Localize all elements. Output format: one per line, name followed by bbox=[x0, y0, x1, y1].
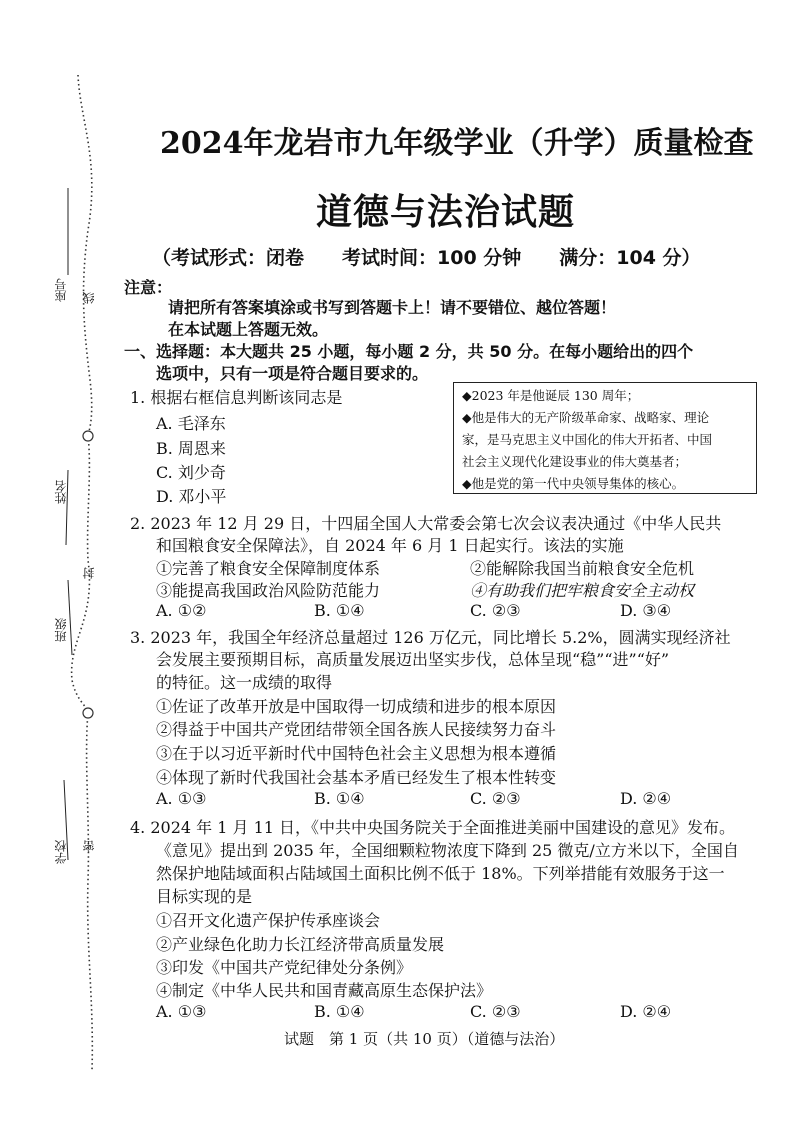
q4-line-2: 《意见》提出到 2035 年，全国细颗粒物浓度下降到 25 微克/立方米以下，全国自 bbox=[156, 841, 739, 860]
q2-line-2: 和国粮食安全保障法》，自 2024 年 6 月 1 日起实行。该法的实施 bbox=[156, 536, 624, 555]
notice-line-1: 请把所有答案填涂或书写到答题卡上！请不要错位、越位答题！ bbox=[168, 298, 617, 317]
notice-label: 注意： bbox=[124, 278, 173, 297]
q1-option-b: B. 周恩来 bbox=[156, 439, 226, 458]
q1-box-line: 社会主义现代化建设事业的伟大奠基者； bbox=[462, 454, 688, 469]
q4-statement-3: ③印发《中国共产党纪律处分条例》 bbox=[156, 958, 413, 977]
q4-option-d: D. ②④ bbox=[620, 1002, 672, 1021]
q4-statement-1: ①召开文化遗产保护传承座谈会 bbox=[156, 911, 381, 930]
q1-box-line: ◆2023 年是他诞辰 130 周年； bbox=[462, 388, 640, 403]
section-1-line-1: 一、选择题：本大题共 25 小题，每小题 2 分，共 50 分。在每小题给出的四个 bbox=[124, 342, 694, 361]
q1-stem: 1. 根据右框信息判断该同志是 bbox=[130, 388, 343, 407]
q4-statement-4: ④制定《中华人民共和国青藏高原生态保护法》 bbox=[156, 981, 493, 1000]
exam-info: （考试形式：闭卷 考试时间：100 分钟 满分：104 分） bbox=[152, 247, 701, 269]
q3-statement-4: ④体现了新时代我国社会基本矛盾已经发生了根本性转变 bbox=[156, 768, 557, 787]
q2-statement-3: ③能提高我国政治风险防范能力 bbox=[156, 581, 381, 600]
q3-line-2: 会发展主要预期目标，高质量发展迈出坚实步伐，总体呈现“稳”“进”“好” bbox=[156, 650, 670, 669]
page-footer: 试题 第 1 页（共 10 页）（道德与法治） bbox=[284, 1030, 565, 1048]
exam-title: 2024年龙岩市九年级学业（升学）质量检查 bbox=[160, 126, 754, 161]
q2-option-d: D. ③④ bbox=[620, 601, 672, 620]
name-label: 姓名 bbox=[54, 480, 68, 504]
q3-line-1: 3. 2023 年，我国全年经济总量超过 126 万亿元，同比增长 5.2%，圆满实现经济社 bbox=[130, 628, 731, 647]
notice-line-2: 在本试题上答题无效。 bbox=[168, 320, 329, 339]
q1-info-box bbox=[453, 382, 757, 494]
q1-box-line: ◆他是党的第一代中央领导集体的核心。 bbox=[462, 476, 685, 491]
q2-statement-2: ②能解除我国当前粮食安全危机 bbox=[470, 559, 695, 578]
q4-line-4: 目标实现的是 bbox=[156, 887, 253, 906]
q2-option-b: B. ①④ bbox=[314, 601, 365, 620]
q2-option-c: C. ②③ bbox=[470, 601, 521, 620]
q3-statement-2: ②得益于中国共产党团结带领全国各族人民接续努力奋斗 bbox=[156, 720, 557, 739]
q4-line-1: 4. 2024 年 1 月 11 日，《中共中央国务院关于全面推进美丽中国建设的意见》发布。 bbox=[130, 818, 736, 837]
seat-label: 座号 bbox=[54, 278, 68, 302]
q4-option-c: C. ②③ bbox=[470, 1002, 521, 1021]
q4-statement-2: ②产业绿色化助力长江经济带高质量发展 bbox=[156, 935, 445, 954]
q4-option-a: A. ①③ bbox=[156, 1002, 207, 1021]
q2-option-a: A. ①② bbox=[156, 601, 207, 620]
section-1-line-2: 选项中，只有一项是符合题目要求的。 bbox=[156, 364, 429, 383]
q2-line-1: 2. 2023 年 12 月 29 日，十四届全国人大常委会第七次会议表决通过《中华人民共 bbox=[130, 514, 722, 533]
q1-option-a: A. 毛泽东 bbox=[156, 414, 226, 433]
q2-statement-4: ④有助我们把牢粮食安全主动权 bbox=[470, 581, 695, 600]
q2-statement-1: ①完善了粮食安全保障制度体系 bbox=[156, 559, 381, 578]
subject-title: 道德与法治试题 bbox=[316, 191, 576, 233]
q4-line-3: 然保护地陆域面积占陆域国土面积比例不低于 18%。下列举措能有效服务于这一 bbox=[156, 864, 725, 883]
line-mark-xian: 线 bbox=[82, 292, 96, 304]
school-label: 学校 bbox=[54, 840, 68, 864]
binding-margin bbox=[0, 0, 110, 1123]
q3-line-3: 的特征。这一成绩的取得 bbox=[156, 673, 333, 692]
q3-option-c: C. ②③ bbox=[470, 789, 521, 808]
q3-statement-1: ①佐证了改革开放是中国取得一切成绩和进步的根本原因 bbox=[156, 697, 557, 716]
q3-option-a: A. ①③ bbox=[156, 789, 207, 808]
q1-box-line: 家，是马克思主义中国化的伟大开拓者、中国 bbox=[462, 432, 713, 447]
q3-option-d: D. ②④ bbox=[620, 789, 672, 808]
q3-statement-3: ③在于以习近平新时代中国特色社会主义思想为根本遵循 bbox=[156, 744, 557, 763]
line-mark-mi: 密 bbox=[82, 840, 96, 852]
q1-option-d: D. 邓小平 bbox=[156, 487, 227, 506]
q1-option-c: C. 刘少奇 bbox=[156, 463, 226, 482]
q3-option-b: B. ①④ bbox=[314, 789, 365, 808]
line-mark-feng: 封 bbox=[82, 567, 96, 579]
q1-box-line: ◆他是伟大的无产阶级革命家、战略家、理论 bbox=[462, 410, 710, 425]
q4-option-b: B. ①④ bbox=[314, 1002, 365, 1021]
class-label: 班级 bbox=[54, 618, 68, 642]
